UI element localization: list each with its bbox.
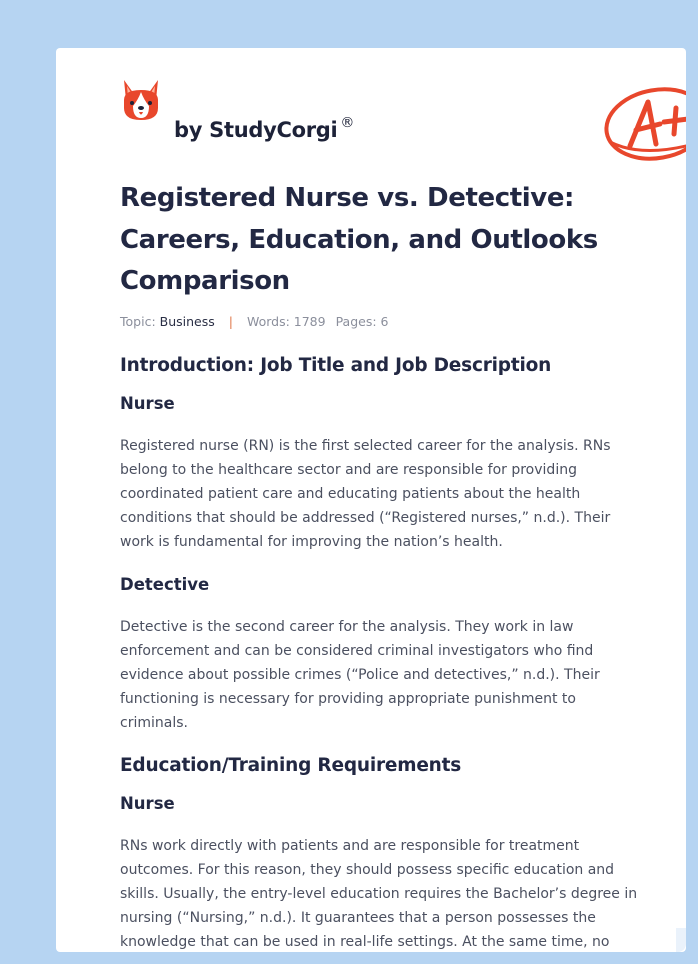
section-heading-introduction: Introduction: Job Title and Job Description <box>120 354 552 376</box>
article-title: Registered Nurse vs. Detective: Careers, Education, and Outlooks Comparison <box>120 183 598 296</box>
topic-label: Topic: <box>120 313 156 329</box>
article <box>120 178 640 952</box>
subheading-detective: Detective <box>120 574 210 594</box>
corgi-logo-icon[interactable] <box>120 78 162 122</box>
grade-a-plus-icon <box>602 86 686 166</box>
header <box>120 74 650 144</box>
page-corner <box>676 928 686 952</box>
registered-mark: ® <box>340 115 355 131</box>
paragraph-detective-intro: Detective is the second career for the analysis. They work in law enforcement and can be considered criminal investigators who find evidence about possible crimes (“Police and detectives,” n.d.). Their functioning is necessary for providing appropriate punishment to criminals. <box>120 618 600 731</box>
brand-name[interactable] <box>174 115 355 142</box>
paragraph-nurse-intro: Registered nurse (RN) is the first selected career for the analysis. RNs belong to the healthcare sector and are responsible for providing coordinated patient care and educating patients about the health conditions that should be addressed (“Registered nurses,” n.d.). Their work is fundamental for improving the nation’s health. <box>120 437 611 550</box>
subheading-nurse: Nurse <box>120 393 175 413</box>
paragraph-nurse-education: RNs work directly with patients and are responsible for treatment outcomes. For this reason, they should possess specific education and skills. Usually, the entry-level education requires the Bachelor’s degree in nursing (“Nursing,” n.d.). It guarantees that a person possesses the knowledge that can be used in real-life settings. At the same time, no <box>120 837 638 950</box>
topic-link[interactable]: Business <box>159 313 215 329</box>
word-count: Words: 1789 <box>246 313 326 329</box>
meta-separator: | <box>228 313 233 329</box>
brand-text: by StudyCorgi <box>174 118 338 142</box>
subheading-nurse-education: Nurse <box>120 793 175 813</box>
article-meta <box>120 314 640 329</box>
page-count: Pages: 6 <box>335 313 389 329</box>
document-page <box>56 48 686 952</box>
section-heading-education: Education/Training Requirements <box>120 754 462 776</box>
